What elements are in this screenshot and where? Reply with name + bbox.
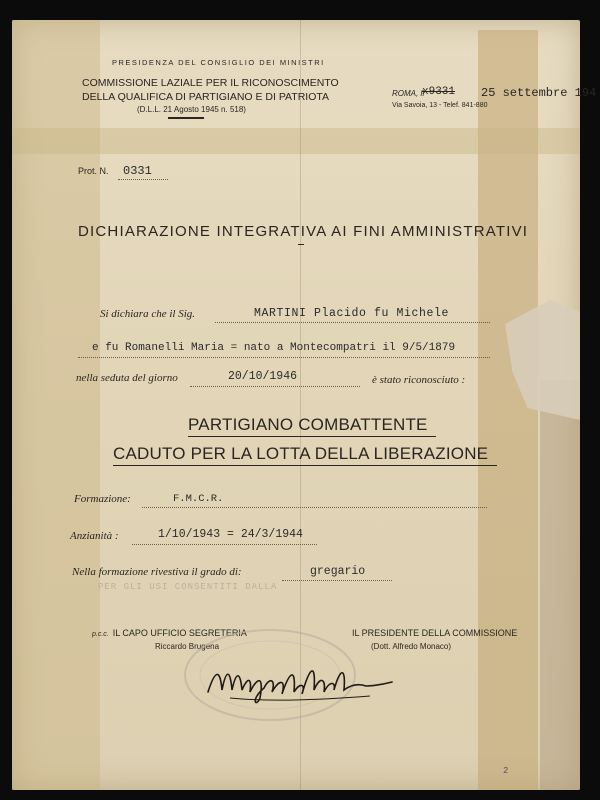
document-title: DICHIARAZIONE INTEGRATIVA AI FINI AMMINISTRATIVI xyxy=(78,223,529,240)
grado-value: gregario xyxy=(310,565,366,578)
grado-label: Nella formazione rivestiva il grado di: xyxy=(72,566,242,578)
recognition-underline-2 xyxy=(113,465,497,466)
page-number: 2 xyxy=(503,766,509,776)
header-commissione: COMMISSIONE LAZIALE PER IL RICONOSCIMENTO xyxy=(82,77,339,89)
tape-strip-right-edge xyxy=(540,380,580,790)
header-presidenza: PRESIDENZA DEL CONSIGLIO DEI MINISTRI xyxy=(112,58,325,67)
faint-stamp-text: PER GLI USI CONSENTITI DALLA xyxy=(98,582,278,592)
recognition-line-1: PARTIGIANO COMBATTENTE xyxy=(188,415,428,434)
session-label: nella seduta del giorno xyxy=(76,372,178,384)
right-signatory-name: (Dott. Alfredo Monaco) xyxy=(371,642,452,651)
session-date: 20/10/1946 xyxy=(228,370,298,383)
formazione-value: F.M.C.R. xyxy=(173,493,224,505)
anzianita-value: 1/10/1943 = 24/3/1944 xyxy=(158,528,303,541)
name-line-2: e fu Romanelli Maria = nato a Montecompatri il 9/5/1879 xyxy=(92,342,456,354)
struck-text: x9331 xyxy=(422,86,456,98)
name-dots-2 xyxy=(78,357,490,358)
header-decree: (D.L.L. 21 Agosto 1945 n. 518) xyxy=(137,105,246,114)
name-line-1: MARTINI Placido fu Michele xyxy=(254,307,450,320)
place-label: ROMA, lì xyxy=(392,89,425,98)
anzianita-label: Anzianità : xyxy=(70,530,119,542)
recognized-label: è stato riconosciuto : xyxy=(372,374,466,386)
protocol-dots xyxy=(118,179,168,180)
document-date: 25 settembre 194 xyxy=(481,86,597,100)
office-address: Via Savoia, 13 - Telef. 841-880 xyxy=(392,102,488,109)
formazione-dots xyxy=(142,507,487,508)
handwritten-signature xyxy=(160,640,420,710)
tape-strip-top xyxy=(12,128,580,154)
declared-label: Si dichiara che il Sig. xyxy=(100,308,196,320)
grado-dots xyxy=(282,580,392,581)
left-title-text: IL CAPO UFFICIO SEGRETERIA xyxy=(112,628,247,638)
pcc-prefix: p.c.c. xyxy=(92,631,109,638)
header-rule xyxy=(168,117,204,119)
left-signatory-name: Riccardo Brugena xyxy=(155,642,220,651)
anzianita-dots xyxy=(132,544,317,545)
recognition-underline-1 xyxy=(188,436,436,437)
right-signatory-title: IL PRESIDENTE DELLA COMMISSIONE xyxy=(352,628,518,638)
name-dots-1 xyxy=(215,322,490,323)
session-dots xyxy=(190,386,360,387)
recognition-line-2: CADUTO PER LA LOTTA DELLA LIBERAZIONE xyxy=(113,444,489,463)
protocol-number: 0331 xyxy=(123,164,152,178)
formazione-label: Formazione: xyxy=(74,493,131,505)
protocol-label: Prot. N. xyxy=(78,166,109,176)
title-rule xyxy=(298,244,304,245)
header-qualifica: DELLA QUALIFICA DI PARTIGIANO E DI PATRIOTA xyxy=(82,91,330,103)
